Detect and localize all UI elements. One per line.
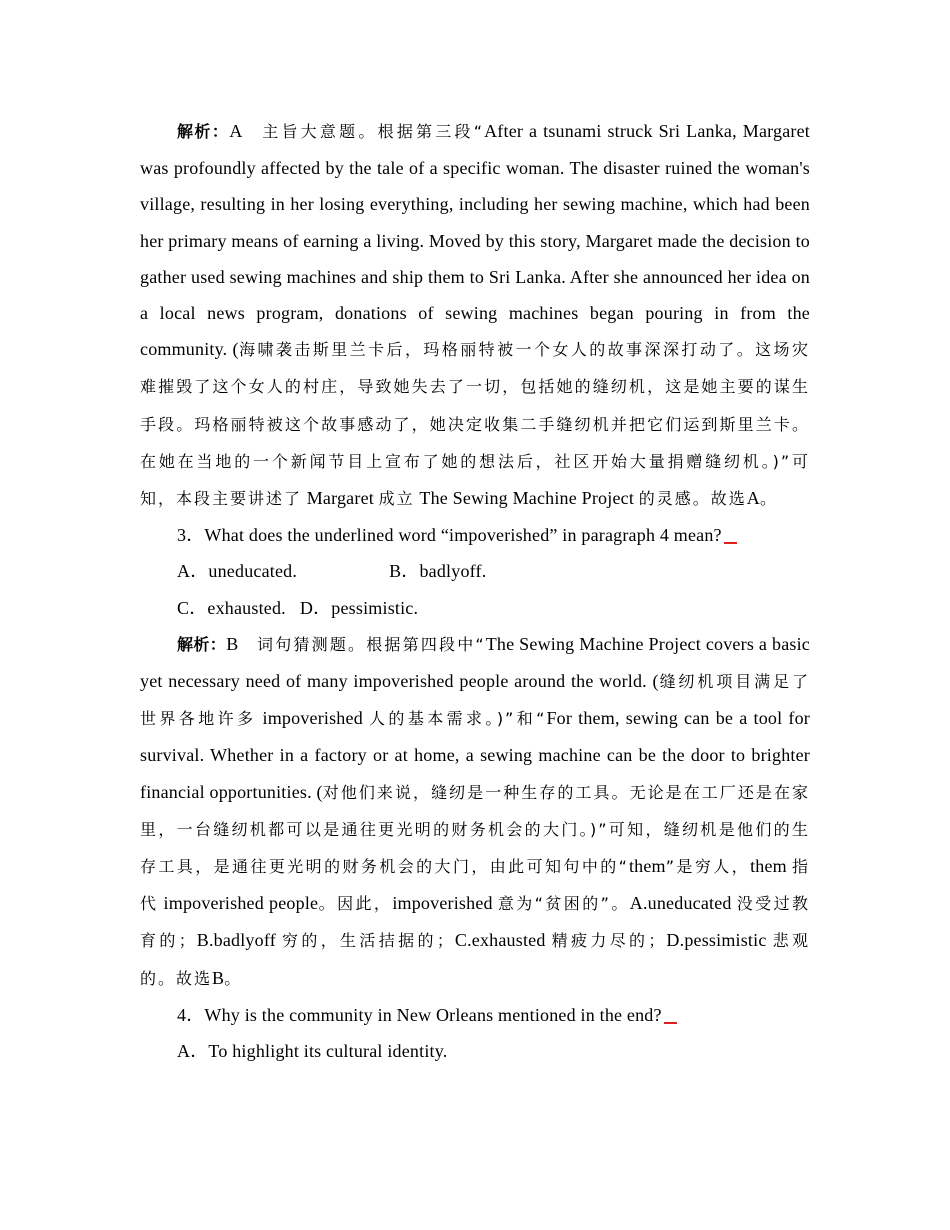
opt-b-meaning: 穷的，生活拮据的； [281, 931, 455, 951]
quote-chinese: 海啸袭击斯里兰卡后，玛格丽特被一个女人的故事深深打动了。这场灾难摧毁了这个女人的村庄，导致她失去了一切，包括她的缝纫机，这是她主要的谋生手段。玛格丽特被这个故事感动了，她决定收集二手缝纫机并把它们运到斯里兰卡。在她在当地的一个新闻节目上宣布了她的想法后，社区开始大量捐赠缝纫机。)”可知，本段主要讲述了 [140, 340, 810, 509]
q3-analysis-paragraph [140, 626, 810, 997]
document-page [140, 113, 810, 1069]
project-name: The Sewing Machine Project [419, 488, 635, 509]
quote2-chinese: 对他们来说，缝纫是一种生存的工具。无论是在工厂还是在家里，一台缝纫机都可以是通往更光明的财务机会的大门。)”可知，缝纫机是他们的生存工具，是通往更光明的财务机会的大门，由此可知句中的“ [140, 782, 810, 877]
question-text: 4．Why is the community in New Orleans mentioned in the end? [177, 1004, 662, 1025]
quote1-word: impoverished [262, 708, 363, 729]
text-end: 的灵感。故选 [638, 489, 747, 509]
name-margaret: Margaret [306, 488, 374, 509]
quote1-chinese-b: 人的基本需求。)”和“ [369, 709, 547, 729]
opt-d-meaning: 悲观的。故选 [140, 931, 810, 988]
option-b[interactable]: B．badlyoff. [389, 561, 487, 582]
quote1-english: The Sewing Machine Project covers a basic yet necessary need of many impoverished people around the world. ( [140, 633, 810, 692]
q3-stem [140, 517, 810, 553]
final-choice: A [746, 488, 760, 509]
text-6: 意为“贫困的”。 [497, 894, 630, 914]
opt-d-word: D.pessimistic [666, 930, 767, 951]
quote-english: After a tsunami struck Sri Lanka, Margaret was profoundly affected by the tale of a specific woman. The disaster ruined the woman's village, resulting in her losing everything, including her sewing machine, which had been her primary means of earning a living. Moved by this story, Margaret made the decision to gather used sewing machines and ship them to Sri Lanka. After she announced her idea on a local news program, donations of sewing machines began pouring in from the community. ( [140, 121, 810, 360]
q3-options-row-2 [140, 590, 810, 626]
q3-options-row-1 [140, 553, 810, 589]
text-5: 。因此， [318, 894, 393, 914]
text-3: ”是穷人， [665, 857, 751, 877]
option-a[interactable]: A．uneducated. [177, 561, 298, 582]
q4-options-row-1 [140, 1033, 810, 1069]
final-choice: B [212, 967, 225, 988]
option-d[interactable]: D．pessimistic. [299, 597, 419, 618]
option-c[interactable]: C．exhausted. [177, 597, 286, 618]
question-text: 3．What does the underlined word “impoverished” in paragraph 4 mean? [177, 525, 722, 546]
analysis-type: 词句猜测题。根据第四段中“ [257, 634, 486, 654]
analysis-label: 解析： [177, 122, 230, 141]
opt-c-meaning: 精疲力尽的； [551, 931, 667, 951]
quote1-chinese-a: 缝纫机项目满足了世界各地许多 [140, 672, 810, 729]
impoverished-people: impoverished people [163, 893, 319, 914]
word-impoverished: impoverished [392, 893, 493, 914]
word-them: them [628, 856, 666, 877]
analysis-type: 主旨大意题。根据第三段“ [262, 122, 485, 141]
q2-analysis-paragraph [140, 113, 810, 517]
answer-blank[interactable] [724, 542, 737, 544]
period: 。 [224, 968, 243, 988]
opt-b-word: B.badlyoff [196, 930, 276, 951]
quote2-english: For them, sewing can be a tool for survival. Whether in a factory or at home, a sewing machine can be the door to brighter financial opportunities. ( [140, 708, 810, 802]
opt-a-meaning: 没受过教育的； [140, 894, 810, 951]
analysis-answer: B [226, 633, 239, 654]
answer-blank[interactable] [664, 1022, 677, 1024]
analysis-label: 解析： [177, 634, 227, 654]
opt-a-word: A.uneducated [629, 893, 732, 914]
analysis-answer: A [229, 121, 242, 141]
text-4: 指代 [140, 857, 810, 914]
q4-stem [140, 997, 810, 1033]
text-mid: 成立 [378, 489, 415, 509]
word-them-2: them [750, 856, 787, 877]
period: 。 [759, 489, 778, 509]
opt-c-word: C.exhausted [454, 930, 546, 951]
option-a[interactable]: A．To highlight its cultural identity. [177, 1041, 448, 1062]
